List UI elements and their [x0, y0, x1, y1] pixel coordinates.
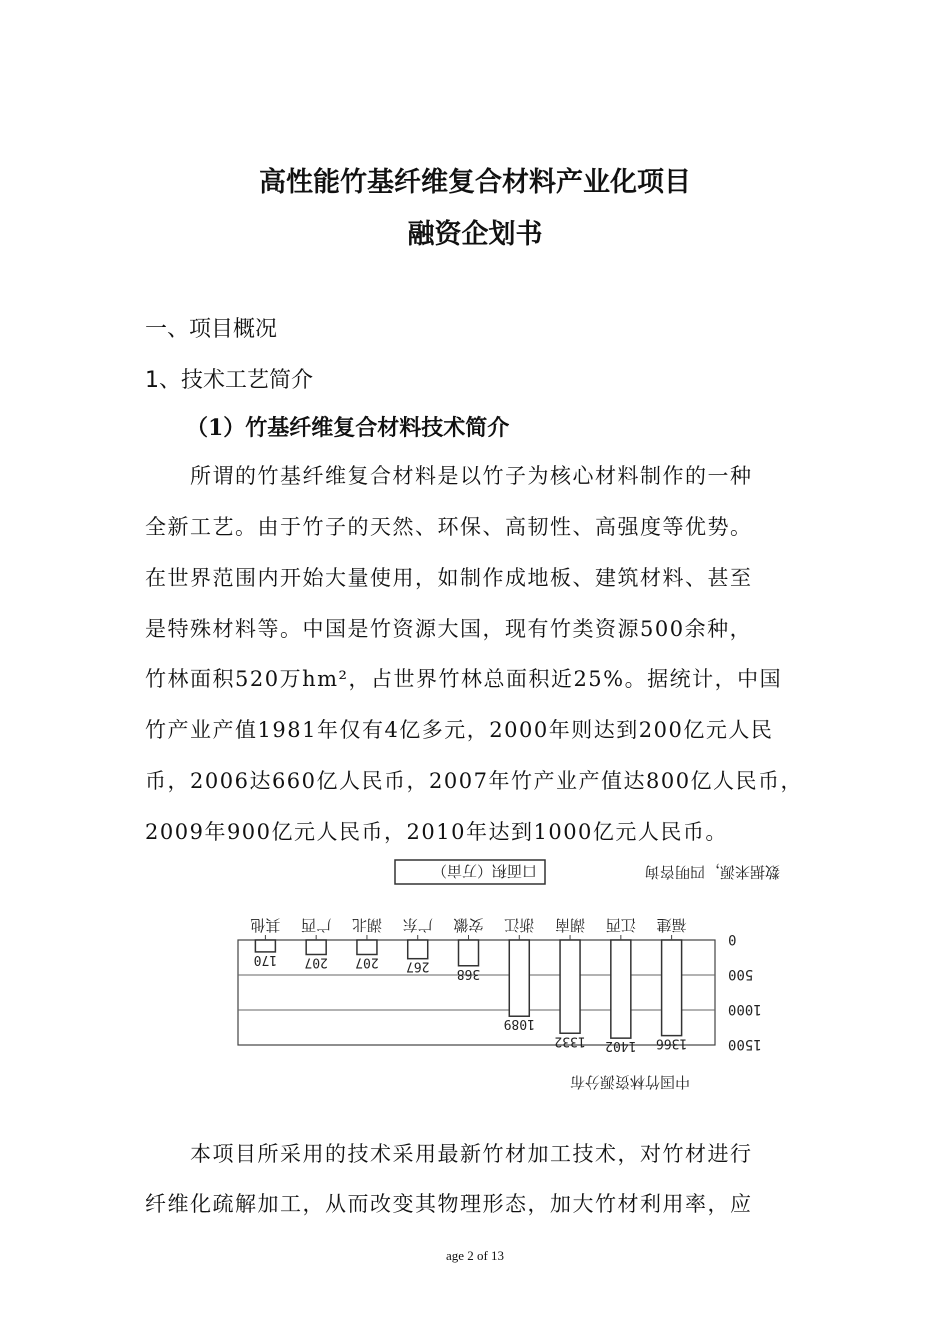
data-label: 1402: [605, 1038, 637, 1054]
category-label: 广东: [402, 916, 433, 934]
data-label: 170: [253, 951, 278, 967]
data-label: 1089: [503, 1016, 535, 1032]
chart-rotated-group: [238, 860, 780, 1091]
bar: [611, 940, 631, 1038]
bar: [255, 940, 275, 952]
category-label: 江西: [605, 916, 636, 934]
category-label: 福建: [656, 916, 687, 934]
data-label: 207: [304, 954, 328, 970]
paragraph-line: 本项目所采用的技术采用最新竹材加工技术，对竹材进行: [190, 1142, 753, 1166]
paragraph-line: 2009年900亿元人民币，2010年达到1000亿元人民币。: [145, 820, 728, 844]
bar: [306, 940, 326, 954]
document-title: 高性能竹基纤维复合材料产业化项目: [259, 167, 691, 198]
paragraph-line: 纤维化疏解加工，从而改变其物理形态，加大竹材利用率，应: [145, 1192, 753, 1216]
data-label: 368: [456, 965, 481, 981]
paragraph-line: 是特殊材料等。中国是竹资源大国，现有竹类资源500余种，: [145, 617, 753, 641]
data-label: 1332: [554, 1033, 586, 1049]
bar: [560, 940, 580, 1033]
category-label: 其他: [250, 916, 281, 934]
chart-source: 数据来源，四明咨询: [644, 863, 780, 881]
paragraph-line: 全新工艺。由于竹子的天然、环保、高韧性、高强度等优势。: [145, 515, 753, 539]
subsection-heading: 1、技术工艺简介: [145, 368, 313, 393]
y-tick-label: 1000: [728, 1001, 762, 1017]
subsubsection-heading: （1）竹基纤维复合材料技术简介: [186, 415, 510, 441]
y-tick-label: 1500: [728, 1036, 762, 1052]
category-label: 安徽: [453, 916, 484, 934]
category-label: 湖北: [351, 916, 382, 934]
y-tick-label: 0: [728, 931, 737, 947]
chart-svg: [230, 855, 790, 1095]
bamboo-distribution-chart: [230, 855, 790, 1095]
bar: [662, 940, 682, 1036]
category-label: 广西: [301, 916, 332, 934]
bar: [357, 940, 377, 954]
paragraph-line: 竹产业产值1981年仅有4亿多元，2000年则达到200亿元人民: [145, 718, 774, 742]
page-footer: age 2 of 13: [445, 1248, 505, 1263]
data-label: 207: [355, 954, 379, 970]
bar: [459, 940, 479, 966]
data-label: 267: [405, 958, 430, 974]
chart-legend: 口面积（万亩）: [431, 862, 537, 880]
chart-title: 中国竹林资源分布: [569, 1073, 690, 1091]
bar: [509, 940, 529, 1016]
category-label: 浙江: [504, 916, 535, 934]
category-label: 湖南: [555, 916, 586, 934]
data-label: 1366: [655, 1035, 688, 1051]
y-tick-label: 500: [728, 966, 754, 982]
document-subtitle: 融资企划书: [407, 219, 543, 250]
paragraph-line: 在世界范围内开始大量使用，如制作成地板、建筑材料、甚至: [145, 566, 753, 590]
section-heading: 一、项目概况: [145, 317, 278, 342]
bar: [408, 940, 428, 959]
paragraph-line: 币，2006达660亿人民币，2007年竹产业产值达800亿人民币，: [145, 769, 804, 793]
paragraph-line: 竹林面积520万hm²，占世界竹林总面积近25%。据统计，中国: [145, 667, 783, 691]
paragraph-line: 所谓的竹基纤维复合材料是以竹子为核心材料制作的一种: [190, 464, 753, 488]
